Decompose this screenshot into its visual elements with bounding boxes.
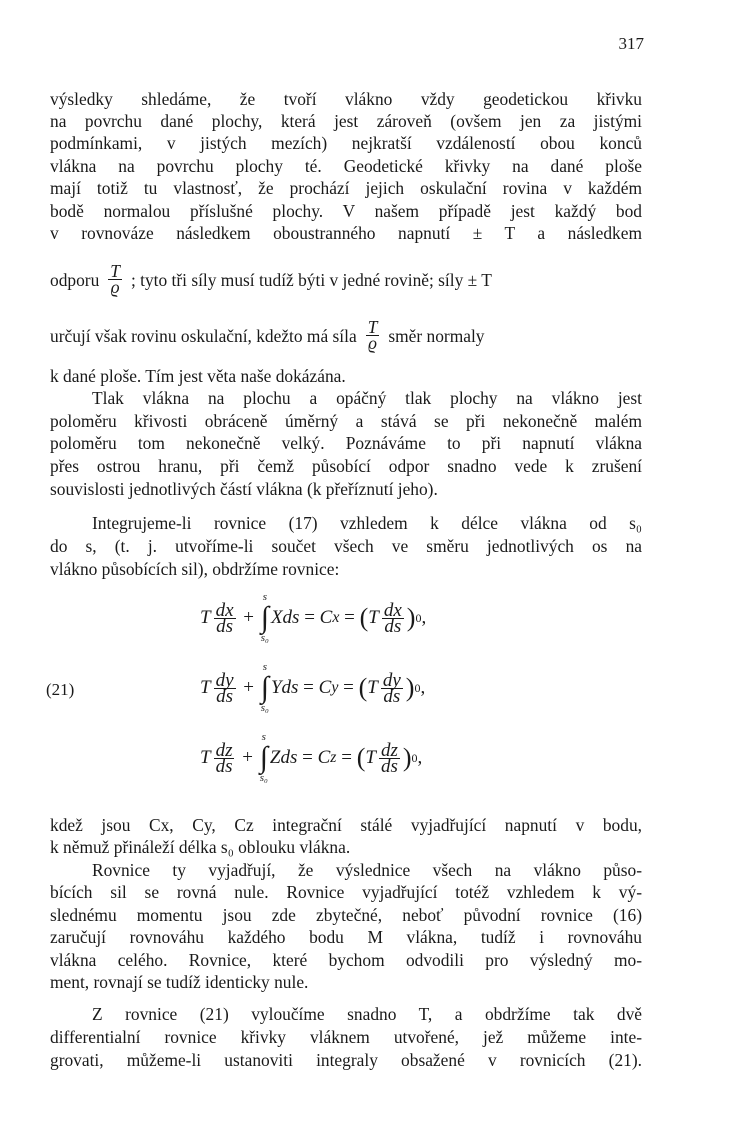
text-line: Rovnice ty vyjadřují, že výslednice všech na vlákno půso- <box>92 860 642 880</box>
text-line: Tlak vlákna na plochu a opáčný tlak plochy na vlákno jest <box>92 388 642 408</box>
text-line: v rovnováze následkem oboustranného napnutí ± T a následkem <box>50 223 642 243</box>
text-line: bodě normalou příslušné plochy. V našem případě jest každý bod <box>50 201 642 221</box>
text-fragment: určují však rovinu oskulační, kdežto má síla <box>50 325 357 346</box>
text-line: mají totiž tu vlastnosť, že prochází jejich oskulační rovina v každém <box>50 178 642 198</box>
integral-upper: s <box>261 731 266 743</box>
fraction-numerator: T <box>367 317 378 337</box>
text-fragment: odporu <box>50 269 100 290</box>
eq-T: T <box>200 677 211 698</box>
text-fragment: ; tyto tři síly musí tudíž býti v jedné rovině; síly ± T <box>130 269 492 290</box>
text-line: ment, rovnají se tudíž identicky nule. <box>50 972 309 992</box>
integral: s ∫ s₀ <box>260 661 269 714</box>
eq-T: T <box>368 607 379 628</box>
text-line: Z rovnice (21) vyloučíme snadno T, a obdržíme tak dvě <box>92 1004 642 1024</box>
fraction-denominator: ds <box>384 615 402 637</box>
equation-x: T $\frac{dx}{ds}$ + s ∫ s₀ Xds = C x = ( T $\frac{dx}{ds}$ ) 0 , <box>200 591 427 644</box>
text-line-odporu <box>50 261 642 297</box>
constant: C <box>318 677 332 698</box>
fraction-denominator: ds <box>380 755 398 777</box>
text-line: vlákno působících sil), obdržíme rovnice: <box>50 559 340 579</box>
derivative-fraction <box>214 669 236 707</box>
fraction-numerator: T <box>110 261 120 281</box>
text-line: Integrujeme-li rovnice (17) vzhledem k délce vlákna od s₀ <box>92 513 642 533</box>
fraction <box>108 261 122 297</box>
eq-T: T <box>200 607 211 628</box>
fraction-denominator: ds <box>383 685 401 707</box>
integral-upper: s <box>262 591 267 603</box>
text-fragment: směr normaly <box>388 325 485 346</box>
fraction-numerator: dy <box>215 669 234 691</box>
fraction-numerator: dz <box>215 739 233 761</box>
text-line: do s, (t. j. utvoříme-li součet všech ve směru jednotlivých os na <box>50 536 642 556</box>
subscript-zero: 0 <box>411 750 418 765</box>
equation-y: T $\frac{dy}{ds}$ + s ∫ s₀ Yds = C y = ( T $\frac{dy}{ds}$ ) 0 , <box>200 661 426 714</box>
constant-subscript: z <box>330 749 337 766</box>
text-line: bících sil se rovná nule. Rovnice vyjadřující totéž vzhledem k vý- <box>50 882 642 902</box>
text-line: slednému momentu jsou zde zbytečné, neboť původní rovnice (16) <box>50 905 642 925</box>
text-line: k dané ploše. Tím jest věta naše dokázána. <box>50 366 346 386</box>
text-line: souvislosti jednotlivých částí vlákna (k přeříznutí jeho). <box>50 479 438 499</box>
fraction-denominator: ds <box>216 615 233 637</box>
integral-lower: s₀ <box>259 772 268 784</box>
fraction-numerator: dx <box>383 599 402 621</box>
integral-upper: s <box>262 661 267 673</box>
eq-T: T <box>200 747 211 768</box>
text-line: výsledky shledáme, že tvoří vlákno vždy geodetickou křivku <box>50 89 642 109</box>
text-line: vlákna na povrchu plochy té. Geodetické křivky na dané ploše <box>50 156 642 176</box>
text-line-urcuji <box>50 317 642 353</box>
fraction-numerator: dz <box>380 739 398 761</box>
page-number: 317 <box>618 34 644 53</box>
fraction-numerator: dx <box>215 599 234 621</box>
fraction-denominator: ϱ <box>110 277 120 297</box>
integral: s ∫ s₀ <box>260 591 269 644</box>
text-line: k němuž přináleží délka s₀ oblouku vlákna. <box>50 837 351 857</box>
text-line: grovati, můžeme-li ustanoviti integraly obsažené v rovnicích (21). <box>50 1050 642 1070</box>
constant: C <box>319 607 333 628</box>
text-line: vlákna celého. Rovnice, které bychom odvodili pro výsledný mo- <box>50 950 642 970</box>
eq-T: T <box>367 677 378 698</box>
subscript-zero: 0 <box>414 680 421 695</box>
derivative-fraction <box>382 599 404 637</box>
subscript-zero: 0 <box>415 610 422 625</box>
constant-subscript: y <box>331 679 339 696</box>
derivative-fraction <box>379 739 400 777</box>
text-line: poloměru křivosti obráceně úměrný a stává se při nekonečně malém <box>50 411 642 431</box>
integral: s ∫ s₀ <box>259 731 268 784</box>
derivative-fraction <box>381 669 403 707</box>
eq-T: T <box>365 747 376 768</box>
fraction-denominator: ds <box>215 755 233 777</box>
constant-subscript: x <box>332 609 340 626</box>
text-line: differentialní rovnice křivky vláknem utvořené, jež můžeme inte- <box>50 1027 642 1047</box>
integrand: Zds <box>269 747 298 768</box>
integral-lower: s₀ <box>260 702 269 714</box>
equation-label: (21) <box>46 680 75 699</box>
fraction-numerator: dy <box>382 669 401 691</box>
fraction-denominator: ϱ <box>368 333 377 353</box>
text-line: přes ostrou hranu, při čemž působící odpor snadno vede k zrušení <box>50 456 642 476</box>
equation-z: T $\frac{dz}{ds}$ + s ∫ s₀ Zds = C z = ( T $\frac{dz}{ds}$ ) 0 , <box>200 731 423 784</box>
fraction <box>366 317 380 353</box>
text-line: na povrchu dané plochy, která jest zároveň (ovšem jen za jistými <box>50 111 642 131</box>
text-line: zaručují rovnováhu každého bodu M vlákna, tudíž i rovnováhu <box>50 927 642 947</box>
text-line: poloměru tom nekonečně velký. Poznáváme to při napnutí vlákna <box>50 433 642 453</box>
derivative-fraction <box>214 739 235 777</box>
text-line: podmínkami, v jistých mezích) nejkratší vzdáleností obou konců <box>50 133 642 153</box>
text-line: kdež jsou Cx, Cy, Cz integrační stálé vyjadřující napnutí v bodu, <box>50 815 642 835</box>
integrand: Xds <box>270 607 300 628</box>
integral-lower: s₀ <box>260 632 269 644</box>
integrand: Yds <box>270 677 299 698</box>
constant: C <box>317 747 331 768</box>
fraction-denominator: ds <box>216 685 233 707</box>
derivative-fraction <box>214 599 236 637</box>
